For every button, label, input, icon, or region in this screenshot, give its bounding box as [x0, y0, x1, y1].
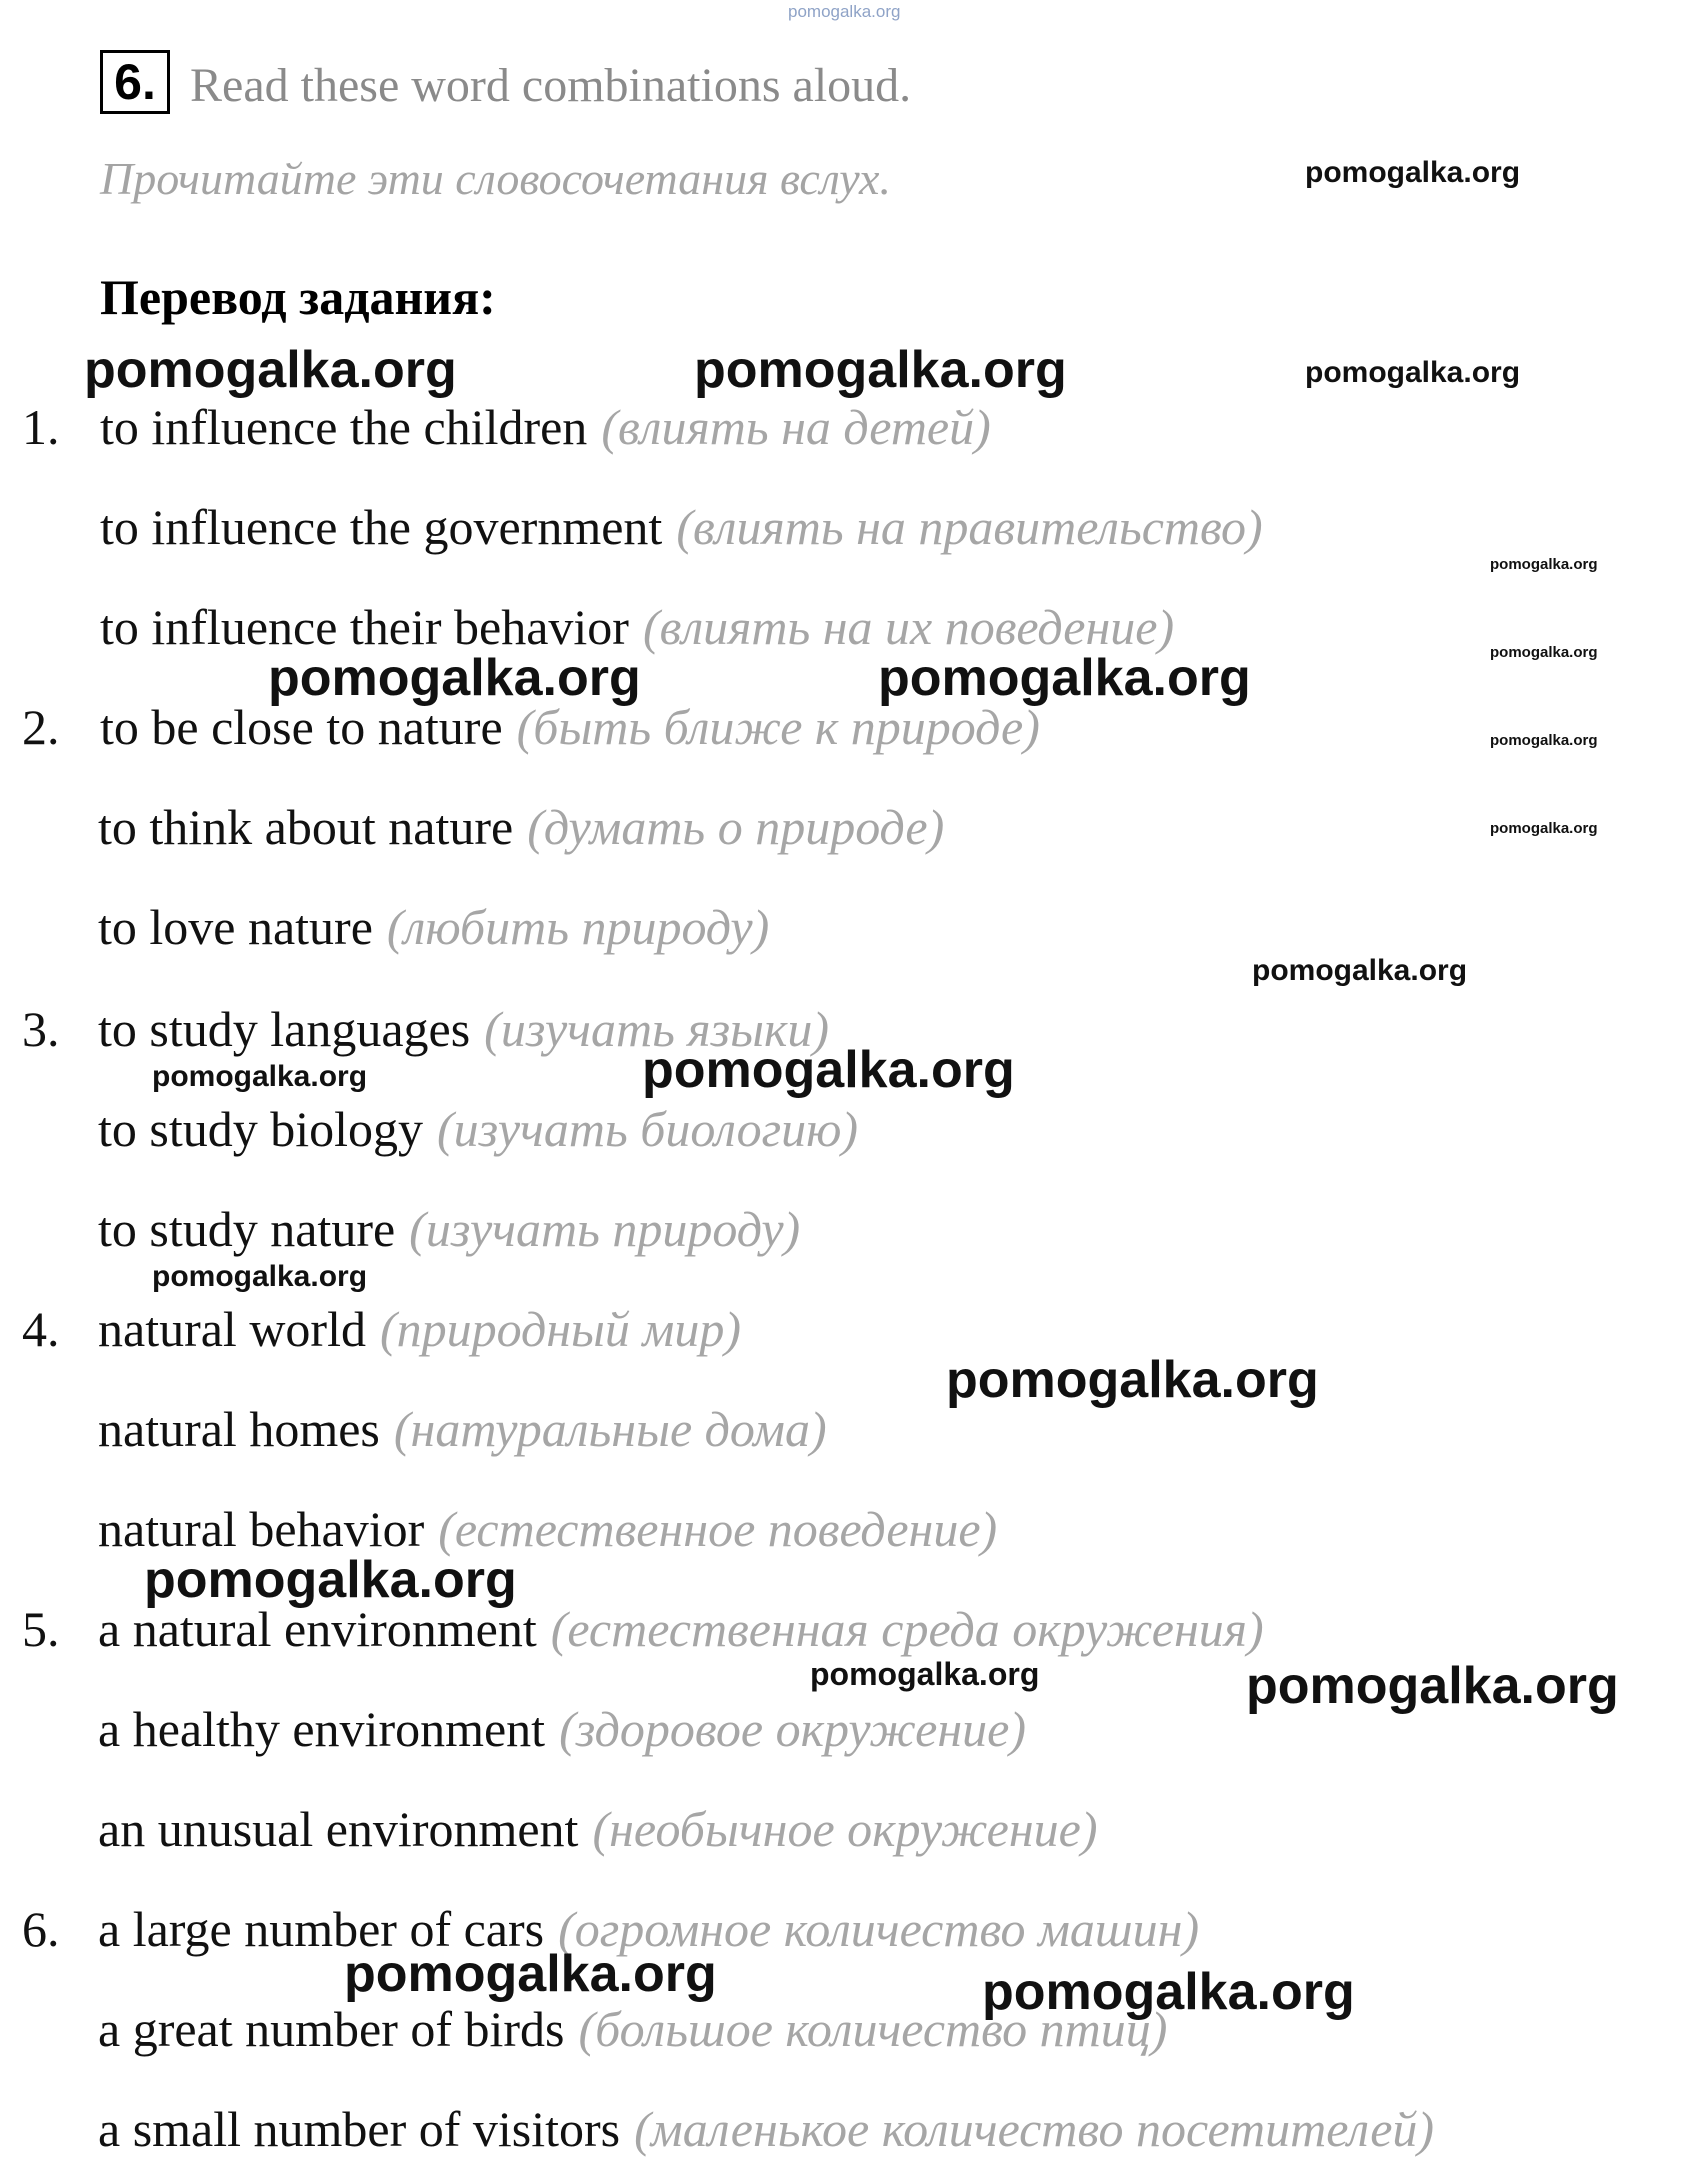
- phrase-row: [98, 1800, 1098, 1858]
- phrase-ru: (природный мир): [379, 1301, 741, 1357]
- phrase-ru: (изучать языки): [484, 1001, 830, 1057]
- phrase-en: natural behavior: [98, 1501, 425, 1557]
- phrase-ru: (необычное окружение): [592, 1801, 1098, 1857]
- phrase-ru: (любить природу): [386, 899, 770, 955]
- phrase-ru: (изучать природу): [409, 1201, 801, 1257]
- group-1-number: 1.: [22, 399, 60, 455]
- watermark: pomogalka.org: [1246, 1657, 1619, 1715]
- group-2-number: 2.: [22, 699, 60, 755]
- phrase-ru: (огромное количество машин): [558, 1901, 1200, 1957]
- phrase-row: [98, 1700, 1026, 1758]
- phrase-ru: (думать о природе): [527, 799, 945, 855]
- watermark: pomogalka.org: [982, 1963, 1355, 2021]
- watermark: pomogalka.org: [84, 341, 457, 399]
- phrase-en: an unusual environment: [98, 1801, 579, 1857]
- phrase-ru: (естественная среда окружения): [550, 1601, 1264, 1657]
- translation-heading: Перевод задания:: [100, 269, 496, 325]
- watermark: pomogalka.org: [878, 649, 1251, 707]
- watermark: pomogalka.org: [946, 1351, 1319, 1409]
- phrase-en: to influence the government: [100, 499, 663, 555]
- phrase-en: a large number of cars: [98, 1901, 545, 1957]
- watermark: pomogalka.org: [144, 1551, 517, 1609]
- watermark: pomogalka.org: [694, 341, 1067, 399]
- watermark: pomogalka.org: [1490, 556, 1598, 573]
- group-3-number: 3.: [22, 1001, 60, 1057]
- watermark: pomogalka.org: [152, 1260, 368, 1293]
- phrase-ru: (здоровое окружение): [559, 1701, 1026, 1757]
- watermark: pomogalka.org: [152, 1060, 368, 1093]
- watermark: pomogalka.org: [1305, 356, 1521, 389]
- phrase-ru: (естественное поведение): [438, 1501, 998, 1557]
- phrase-ru: (большое количество птиц): [578, 2001, 1168, 2057]
- phrase-row: [98, 1400, 827, 1458]
- phrase-en: a healthy environment: [98, 1701, 546, 1757]
- watermark: pomogalka.org: [810, 1656, 1040, 1692]
- phrase-en: natural homes: [98, 1401, 380, 1457]
- watermark: pomogalka.org: [1490, 732, 1598, 749]
- phrase-ru: (натуральные дома): [393, 1401, 827, 1457]
- watermark: pomogalka.org: [642, 1041, 1015, 1099]
- phrase-row: [98, 1200, 800, 1258]
- task-instruction-ru: Прочитайте эти словосочетания вслух.: [100, 153, 891, 204]
- phrase-en: a great number of birds: [98, 2001, 565, 2057]
- phrase-row: [98, 2100, 1434, 2158]
- watermark: pomogalka.org: [268, 649, 641, 707]
- phrase-en: to influence the children: [100, 399, 588, 455]
- watermark: pomogalka.org: [1252, 954, 1468, 987]
- phrase-row: [98, 898, 769, 956]
- phrase-ru: (маленькое количество посетителей): [634, 2101, 1435, 2157]
- group-6-number: 6.: [22, 1901, 60, 1957]
- task-number-box: 6.: [100, 50, 170, 114]
- task-instruction: Read these word combinations aloud.: [190, 59, 912, 112]
- watermark: pomogalka.org: [344, 1945, 717, 2003]
- group-5-number: 5.: [22, 1601, 60, 1657]
- phrase-en: to influence their behavior: [100, 599, 629, 655]
- phrase-en: to be close to nature: [100, 699, 503, 755]
- phrase-ru: (влиять на детей): [601, 399, 991, 455]
- phrase-row: [98, 1300, 741, 1358]
- phrase-row: [98, 1100, 858, 1158]
- phrase-row: [100, 498, 1263, 556]
- phrase-ru: (влиять на их поведение): [642, 599, 1175, 655]
- phrase-en: to love nature: [98, 899, 373, 955]
- phrase-en: to study languages: [98, 1001, 471, 1057]
- phrase-en: to study biology: [98, 1101, 424, 1157]
- watermark: pomogalka.org: [1490, 644, 1598, 661]
- phrase-row: [100, 398, 991, 456]
- group-4-number: 4.: [22, 1301, 60, 1357]
- phrase-ru: (влиять на правительство): [676, 499, 1263, 555]
- watermark: pomogalka.org: [1490, 820, 1598, 837]
- phrase-ru: (быть ближе к природе): [516, 699, 1040, 755]
- phrase-en: natural world: [98, 1301, 366, 1357]
- phrase-en: to think about nature: [98, 799, 514, 855]
- phrase-en: a small number of visitors: [98, 2101, 621, 2157]
- phrase-en: a natural environment: [98, 1601, 537, 1657]
- phrase-row: [98, 798, 944, 856]
- phrase-ru: (изучать биологию): [437, 1101, 858, 1157]
- phrase-en: to study nature: [98, 1201, 396, 1257]
- source-watermark[interactable]: pomogalka.org: [788, 2, 901, 21]
- watermark: pomogalka.org: [1305, 156, 1521, 189]
